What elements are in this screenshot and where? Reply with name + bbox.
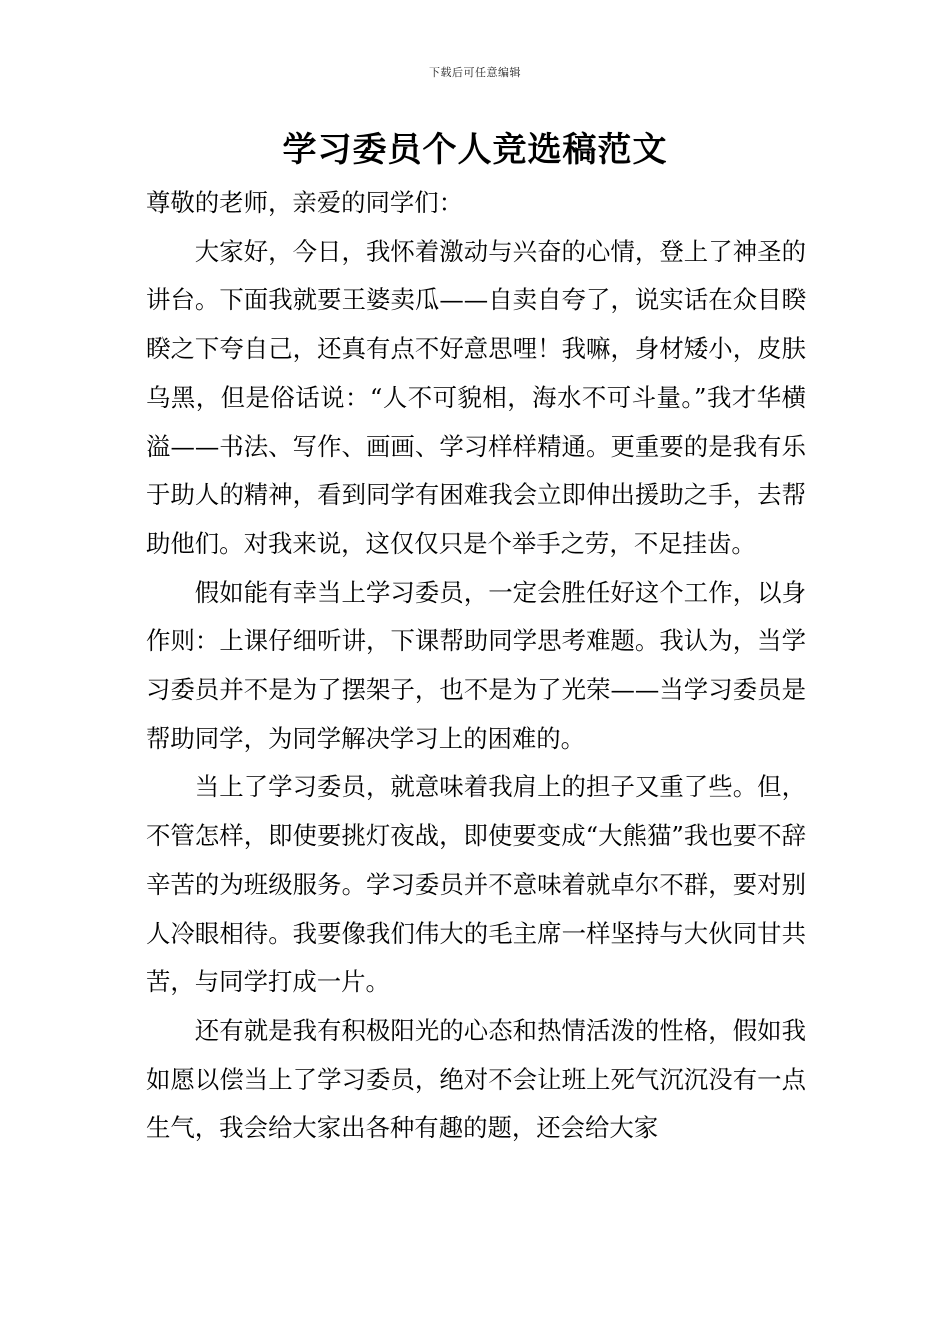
header-note: 下载后可任意编辑	[429, 66, 521, 79]
paragraph-4: 还有就是我有积极阳光的心态和热情活泼的性格，假如我如愿以偿当上了学习委员，绝对不会让班上死气沉沉没有一点生气，我会给大家出各种有趣的题，还会给大家	[146, 1015, 806, 1143]
paragraph-1: 大家好，今日，我怀着激动与兴奋的心情，登上了神圣的讲台。下面我就要王婆卖瓜——自卖自夸了，说实话在众目睽睽之下夸自己，还真有点不好意思哩！我嘛，身材矮小，皮肤乌黑，但是俗话说：“人不可貌相，海水不可斗量。”我才华横溢——书法、写作、画画、学习样样精通。更重要的是我有乐于助人的精神，看到同学有困难我会立即伸出援助之手，去帮助他们。对我来说，这仅仅只是个举手之劳，不足挂齿。	[146, 236, 806, 558]
document-title: 学习委员个人竞选稿范文	[282, 130, 668, 170]
paragraph-3: 当上了学习委员，就意味着我肩上的担子又重了些。但，不管怎样，即使要挑灯夜战，即使要变成“大熊猫”我也要不辞辛苦的为班级服务。学习委员并不意味着就卓尔不群，要对别人冷眼相待。我要像我们伟大的毛主席一样坚持与大伙同甘共苦，与同学打成一片。	[146, 772, 806, 997]
document-body	[146, 179, 806, 1153]
salutation: 尊敬的老师，亲爱的同学们：	[146, 188, 464, 217]
paragraph-2: 假如能有幸当上学习委员，一定会胜任好这个工作，以身作则：上课仔细听讲，下课帮助同学思考难题。我认为，当学习委员并不是为了摆架子，也不是为了光荣——当学习委员是帮助同学，为同学解决学习上的困难的。	[146, 577, 806, 753]
